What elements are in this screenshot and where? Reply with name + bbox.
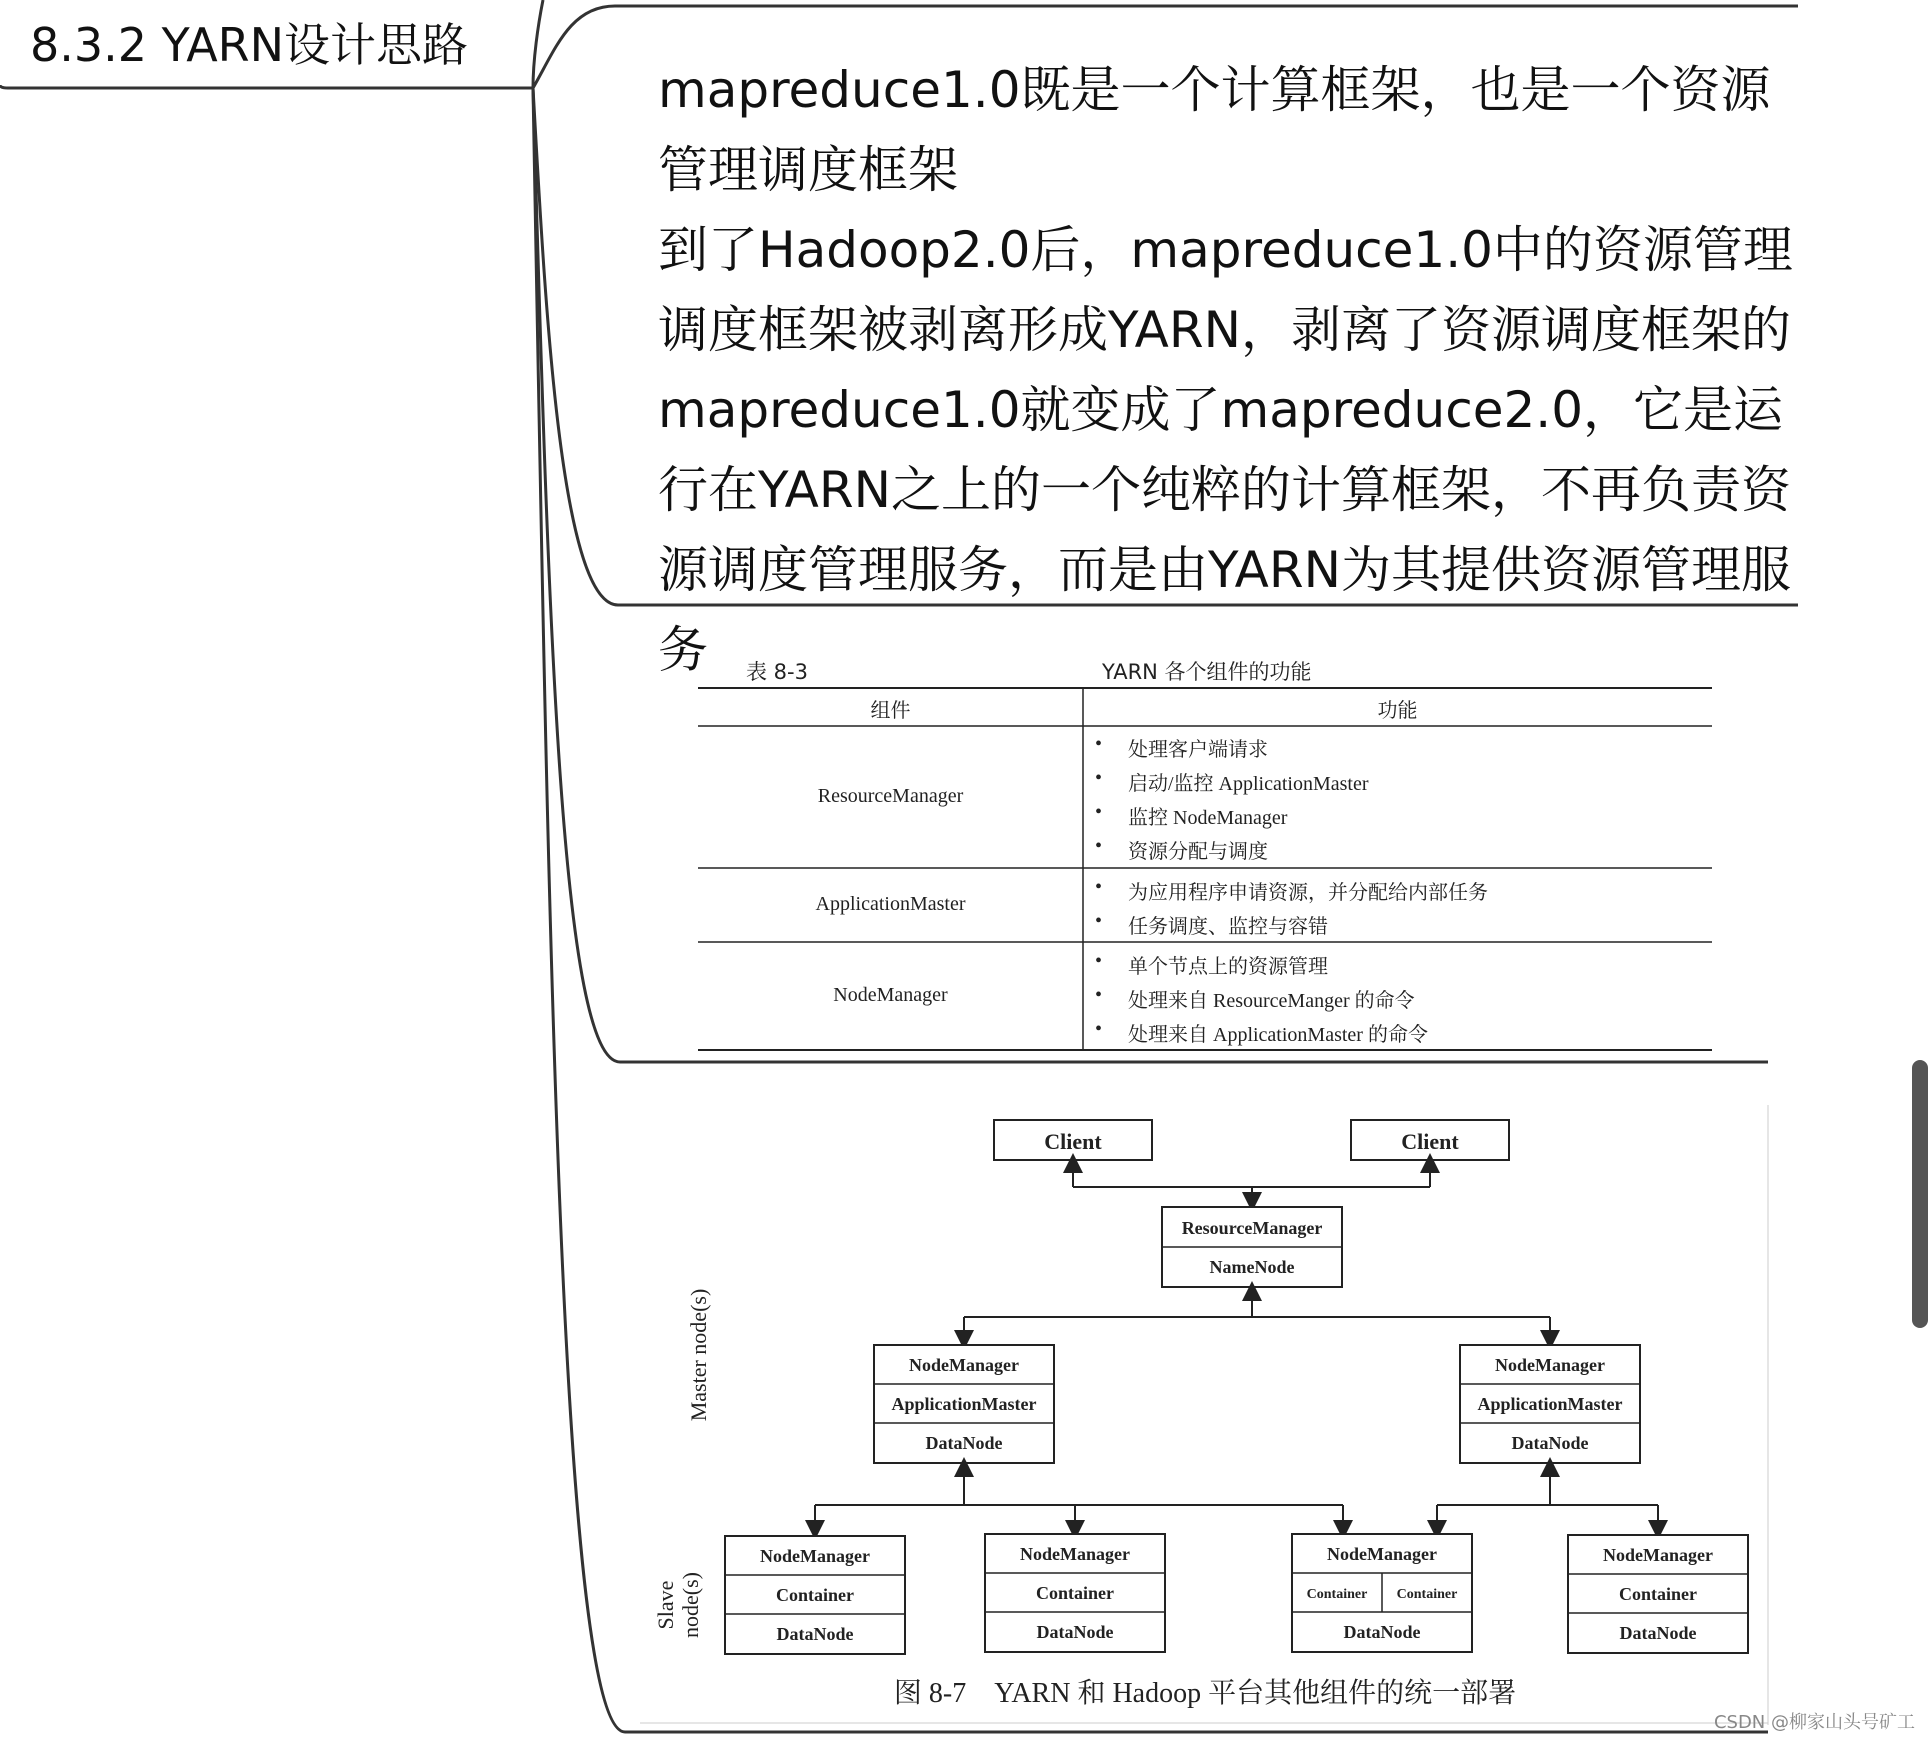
table-cell-function: • 监控 NodeManager xyxy=(1128,801,1287,830)
table-number: 表 8-3 xyxy=(746,660,808,684)
figure-caption: 图 8-7 YARN 和 Hadoop 平台其他组件的统一部署 xyxy=(893,1678,1517,1709)
scrollbar-thumb[interactable] xyxy=(1912,1060,1928,1328)
table-cell-component: ApplicationMaster xyxy=(815,893,966,915)
mid-right-appmaster-label: ApplicationMaster xyxy=(1477,1394,1623,1414)
slave-label-line-2: node(s) xyxy=(678,1572,703,1638)
slave-1-container-label: Container xyxy=(776,1585,854,1605)
mid-left-datanode-label: DataNode xyxy=(925,1433,1003,1453)
master-nodes-label: Master node(s) xyxy=(686,1288,711,1422)
table-cell-function: • 处理客户端请求 xyxy=(1128,733,1268,762)
table-cell-component: ResourceManager xyxy=(817,785,964,807)
client-connectors xyxy=(1073,1163,1430,1202)
mid-left-appmaster-label: ApplicationMaster xyxy=(891,1394,1037,1414)
table-cell-function: • 处理来自 ApplicationMaster 的命令 xyxy=(1128,1018,1428,1047)
topic-title[interactable]: 8.3.2 YARN设计思路 xyxy=(30,18,469,72)
resource-manager-box xyxy=(1162,1207,1342,1287)
slave-2-datanode-label: DataNode xyxy=(1036,1622,1114,1642)
mid-left-node-box xyxy=(874,1345,1054,1463)
deployment-diagram xyxy=(640,1105,1770,1725)
table-cell-function: • 启动/监控 ApplicationMaster xyxy=(1128,767,1369,796)
slave-node-box-1 xyxy=(725,1536,905,1654)
table-cell-function: • 为应用程序申请资源，并分配给内部任务 xyxy=(1128,876,1488,905)
slave-1-datanode-label: DataNode xyxy=(776,1624,854,1644)
table-cell-function: • 处理来自 ResourceManger 的命令 xyxy=(1128,984,1415,1013)
resource-manager-label: ResourceManager xyxy=(1181,1218,1323,1238)
table-cell-function: • 任务调度、监控与容错 xyxy=(1128,910,1328,939)
slave-2-container-label: Container xyxy=(1036,1583,1114,1603)
slave-3-datanode-label: DataNode xyxy=(1343,1622,1421,1642)
slave-node-box-2 xyxy=(985,1534,1165,1652)
slave-4-nodemanager-label: NodeManager xyxy=(1603,1545,1713,1565)
slave-3-container-label: Container xyxy=(1306,1587,1368,1602)
slave-4-datanode-label: DataNode xyxy=(1619,1623,1697,1643)
watermark: CSDN @柳家山头号矿工 xyxy=(1713,1712,1915,1733)
component-table xyxy=(690,650,1715,1060)
table-cell-function: • 单个节点上的资源管理 xyxy=(1128,950,1328,979)
slave-connectors xyxy=(815,1467,1658,1530)
mid-left-nodemanager-label: NodeManager xyxy=(909,1355,1019,1375)
note-paragraph-1: mapreduce1.0既是一个计算框架，也是一个资源管理调度框架 xyxy=(658,61,1771,199)
mid-right-datanode-label: DataNode xyxy=(1511,1433,1589,1453)
table-header-function: 功能 xyxy=(1377,700,1418,722)
slave-node-box-3 xyxy=(1292,1534,1472,1652)
client-right-box xyxy=(1351,1120,1509,1160)
table-header-component: 组件 xyxy=(870,700,911,722)
slave-1-nodemanager-label: NodeManager xyxy=(760,1546,870,1566)
slave-label-line-1: Slave xyxy=(653,1580,678,1630)
table-title: YARN 各个组件的功能 xyxy=(1102,660,1312,684)
client-left-label: Client xyxy=(1044,1129,1102,1154)
table-cell-component: NodeManager xyxy=(833,984,948,1006)
master-connectors xyxy=(964,1291,1550,1340)
note-paragraph-2: 到了Hadoop2.0后，mapreduce1.0中的资源管理调度框架被剥离形成YARN，剥离了资源调度框架的mapreduce1.0就变成了mapreduce2.0，它是运行在YARN之上的一个纯粹的计算框架，不再负责资源调度管理服务，而是由YARN为其提供资源管理服务 xyxy=(658,221,1793,679)
mid-right-node-box xyxy=(1460,1345,1640,1463)
slave-2-nodemanager-label: NodeManager xyxy=(1020,1544,1130,1564)
slave-3-nodemanager-label: NodeManager xyxy=(1327,1544,1437,1564)
client-right-label: Client xyxy=(1401,1129,1459,1154)
slave-node-box-4 xyxy=(1568,1535,1748,1653)
client-left-box xyxy=(994,1120,1152,1160)
slave-4-container-label: Container xyxy=(1619,1584,1697,1604)
mid-right-nodemanager-label: NodeManager xyxy=(1495,1355,1605,1375)
namenode-label: NameNode xyxy=(1209,1257,1295,1277)
notes-text[interactable] xyxy=(658,50,1808,690)
slave-3-container-label: Container xyxy=(1396,1587,1458,1602)
table-cell-function: • 资源分配与调度 xyxy=(1128,835,1268,864)
